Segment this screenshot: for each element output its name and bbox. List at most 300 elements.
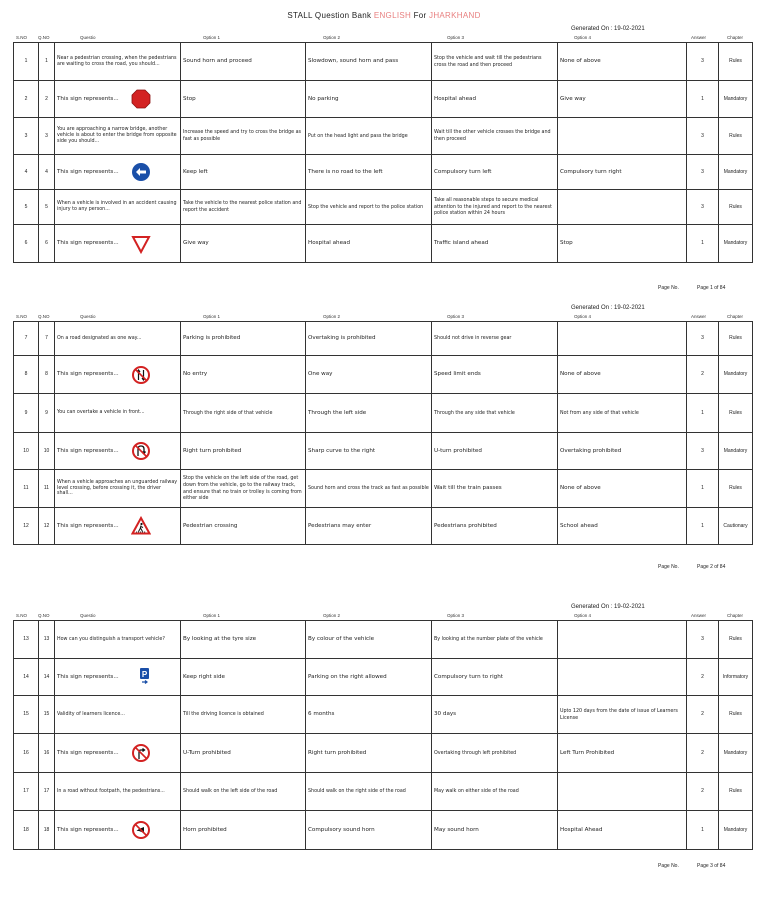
serial-number: 2: [14, 81, 39, 118]
question-wrap: [57, 56, 178, 68]
question-text: You are approaching a narrow bridge, another vehicle is about to enter the bridge from opposite side you should...: [57, 127, 177, 144]
option-1-cell: [181, 811, 306, 850]
option-4-cell: [558, 190, 687, 225]
option-4-cell: [558, 155, 687, 190]
question-number: 16: [39, 734, 55, 773]
option-2-cell: [306, 508, 432, 545]
option-3-cell: [432, 356, 558, 394]
option-4-text: School ahead: [560, 522, 598, 529]
option-1-text: Through the right side of that vehicle: [183, 410, 273, 416]
chapter-value: Mandatory: [719, 81, 753, 118]
question-cell: [55, 621, 181, 659]
svg-text:P: P: [141, 670, 147, 679]
answer-value: 2: [687, 734, 719, 773]
serial-number: 11: [14, 470, 39, 508]
option-2-cell: [306, 621, 432, 659]
option-3-cell: [432, 696, 558, 734]
option-3-text: Compulsory turn left: [434, 168, 492, 175]
option-2-text: By colour of the vehicle: [308, 636, 375, 642]
column-header-answer: Answer: [691, 613, 707, 618]
answer-value: 2: [687, 696, 719, 734]
serial-number: 10: [14, 433, 39, 470]
option-4-text: Hospital Ahead: [560, 826, 603, 833]
option-3-cell: [432, 394, 558, 433]
option-1-cell: [181, 508, 306, 545]
option-2-text: One way: [308, 371, 333, 377]
option-1-text: Stop: [183, 95, 196, 102]
answer-value: 3: [687, 118, 719, 155]
serial-number: 15: [14, 696, 39, 734]
option-2-text: Stop the vehicle and report to the police station: [308, 204, 424, 210]
question-wrap: [57, 336, 178, 342]
option-1-text: Increase the speed and try to cross the bridge as fast as possible: [183, 130, 302, 142]
option-2-cell: [306, 696, 432, 734]
answer-value: 3: [687, 190, 719, 225]
option-2-text: There is no road to the left: [308, 168, 383, 175]
serial-number: 12: [14, 508, 39, 545]
question-number: 7: [39, 322, 55, 356]
option-1-text: Keep right side: [183, 673, 225, 680]
generated-on: Generated On : 19-02-2021: [571, 26, 645, 32]
question-text: This sign represents...: [57, 447, 119, 454]
answer-value: 3: [687, 155, 719, 190]
option-2-cell: [306, 225, 432, 263]
option-3-cell: [432, 811, 558, 850]
option-1-text: Right turn prohibited: [183, 447, 242, 454]
answer-value: 1: [687, 508, 719, 545]
serial-number: 7: [14, 322, 39, 356]
option-4-cell: [558, 118, 687, 155]
question-wrap: [57, 820, 178, 840]
option-1-cell: [181, 696, 306, 734]
column-header-chapter: Chapter: [727, 35, 744, 40]
question-number: 5: [39, 190, 55, 225]
page-number-text: Page 2 of 84: [697, 564, 726, 570]
option-4-text: Stop: [560, 240, 573, 246]
option-4-cell: [558, 43, 687, 81]
question-table: [13, 620, 753, 850]
question-number: 2: [39, 81, 55, 118]
column-header-qno: Q.NO: [38, 35, 50, 40]
option-1-text: Horn prohibited: [183, 826, 227, 833]
question-number: 18: [39, 811, 55, 850]
column-header-chapter: Chapter: [727, 314, 744, 319]
question-text: This sign represents...: [57, 673, 119, 680]
option-2-cell: [306, 155, 432, 190]
option-2-text: Compulsory sound horn: [308, 826, 375, 833]
page-number-label: Page No.: [658, 863, 679, 869]
title-language: ENGLISH: [373, 11, 412, 20]
serial-number: 1: [14, 43, 39, 81]
column-header-opt4: Option 4: [574, 613, 592, 618]
option-2-cell: [306, 433, 432, 470]
option-3-text: Overtaking through left prohibited: [434, 750, 517, 756]
option-4-cell: [558, 81, 687, 118]
question-row: [14, 118, 753, 155]
option-2-text: Slowdown, sound horn and pass: [308, 58, 399, 64]
option-3-cell: [432, 659, 558, 696]
option-3-cell: [432, 118, 558, 155]
chapter-value: Rules: [719, 470, 753, 508]
chapter-value: Rules: [719, 773, 753, 811]
option-2-cell: [306, 118, 432, 155]
answer-value: 3: [687, 433, 719, 470]
option-1-cell: [181, 773, 306, 811]
question-number: 3: [39, 118, 55, 155]
option-1-cell: [181, 734, 306, 773]
option-2-cell: [306, 659, 432, 696]
question-cell: [55, 659, 181, 696]
option-2-text: Right turn prohibited: [308, 749, 367, 756]
option-3-cell: [432, 43, 558, 81]
question-row: [14, 659, 753, 696]
option-2-cell: [306, 394, 432, 433]
option-3-cell: [432, 190, 558, 225]
question-wrap: [57, 365, 178, 385]
option-3-cell: [432, 773, 558, 811]
question-row: [14, 433, 753, 470]
question-text: When a vehicle is involved in an accident causing injury to any person...: [57, 201, 177, 212]
option-1-cell: [181, 433, 306, 470]
option-4-text: None of above: [560, 371, 601, 377]
title-for: For: [413, 11, 427, 20]
option-4-cell: [558, 734, 687, 773]
option-4-cell: [558, 322, 687, 356]
question-table: [13, 42, 753, 263]
column-header-opt2: Option 2: [323, 613, 341, 618]
option-3-cell: [432, 470, 558, 508]
question-table: [13, 321, 753, 545]
option-1-text: Till the driving licence is obtained: [183, 712, 264, 717]
option-4-cell: [558, 811, 687, 850]
answer-value: 1: [687, 225, 719, 263]
give-way-sign-icon: [131, 234, 151, 254]
question-wrap: [57, 410, 178, 416]
column-header-sno: S.NO: [16, 35, 28, 40]
question-cell: [55, 773, 181, 811]
chapter-value: Rules: [719, 394, 753, 433]
option-3-cell: [432, 433, 558, 470]
option-1-cell: [181, 81, 306, 118]
column-header-answer: Answer: [691, 314, 707, 319]
parking-sign-icon: [135, 667, 155, 687]
serial-number: 16: [14, 734, 39, 773]
serial-number: 17: [14, 773, 39, 811]
question-row: [14, 696, 753, 734]
option-2-text: Hospital ahead: [308, 240, 350, 246]
page-1: [0, 0, 768, 300]
no-entry-arrows-sign-icon: [131, 365, 151, 385]
chapter-value: Rules: [719, 43, 753, 81]
option-2-text: Sound horn and cross the track as fast as possible: [308, 486, 429, 491]
option-2-cell: [306, 773, 432, 811]
option-3-cell: [432, 621, 558, 659]
option-1-text: Take the vehicle to the nearest police station and report the accident: [183, 201, 302, 213]
question-cell: [55, 811, 181, 850]
question-text: This sign represents...: [57, 95, 119, 102]
option-2-text: Should walk on the right side of the road: [308, 789, 406, 794]
serial-number: 3: [14, 118, 39, 155]
column-header-qno: Q.NO: [38, 613, 50, 618]
option-3-text: Should not drive in reverse gear: [434, 336, 512, 341]
option-2-text: Parking on the right allowed: [308, 673, 387, 680]
column-header-question: Questio: [80, 613, 96, 618]
option-1-text: U-Turn prohibited: [183, 749, 231, 756]
column-header-qno: Q.NO: [38, 314, 50, 319]
option-1-cell: [181, 621, 306, 659]
question-wrap: [57, 89, 178, 109]
pedestrian-crossing-sign-icon: [131, 516, 151, 536]
answer-value: 1: [687, 811, 719, 850]
serial-number: 4: [14, 155, 39, 190]
option-4-text: Give way: [560, 95, 586, 102]
question-row: [14, 470, 753, 508]
question-cell: [55, 225, 181, 263]
option-1-cell: [181, 356, 306, 394]
option-2-text: No parking: [308, 95, 339, 102]
column-header-opt3: Option 3: [447, 613, 465, 618]
question-text: On a road designated as one way...: [57, 335, 142, 341]
option-4-cell: [558, 696, 687, 734]
option-4-cell: [558, 773, 687, 811]
question-row: [14, 43, 753, 81]
question-cell: [55, 43, 181, 81]
column-header-opt2: Option 2: [323, 35, 341, 40]
option-1-text: Stop the vehicle on the left side of the road, get down from the vehicle, go to the railway track, and ensure that no train or trolley is coming from either side: [183, 475, 302, 502]
question-row: [14, 773, 753, 811]
option-3-text: Stop the vehicle and wait till the pedestrians cross the road and then proceed: [434, 55, 542, 68]
chapter-value: Rules: [719, 190, 753, 225]
chapter-value: Rules: [719, 322, 753, 356]
option-3-text: Compulsory turn to right: [434, 673, 503, 680]
page-number-text: Page 1 of 84: [697, 285, 726, 291]
question-text: When a vehicle approaches an unguarded railway level crossing, before crossing it, the driver shall...: [57, 479, 178, 497]
column-header-opt3: Option 3: [447, 314, 465, 319]
question-number: 12: [39, 508, 55, 545]
option-3-text: By looking at the number plate of the vehicle: [434, 637, 543, 642]
option-4-cell: [558, 470, 687, 508]
answer-value: 1: [687, 81, 719, 118]
page-3: [0, 578, 768, 878]
column-header-question: Questio: [80, 314, 96, 319]
option-2-cell: [306, 43, 432, 81]
answer-value: 2: [687, 659, 719, 696]
option-3-cell: [432, 734, 558, 773]
question-text: This sign represents...: [57, 826, 119, 833]
option-3-cell: [432, 322, 558, 356]
question-row: [14, 322, 753, 356]
answer-value: 3: [687, 322, 719, 356]
question-row: [14, 394, 753, 433]
option-3-text: Wait till the train passes: [434, 485, 502, 491]
question-row: [14, 356, 753, 394]
question-row: [14, 190, 753, 225]
option-1-cell: [181, 190, 306, 225]
question-number: 10: [39, 433, 55, 470]
title-state: JHARKHAND: [429, 11, 481, 20]
answer-value: 1: [687, 394, 719, 433]
chapter-value: Rules: [719, 696, 753, 734]
question-text: Near a pedestrian crossing, when the pedestrians are waiting to cross the road, you should...: [57, 55, 177, 67]
no-right-turn-sign-icon: [131, 743, 151, 763]
question-number: 8: [39, 356, 55, 394]
keep-left-sign-icon: [131, 162, 151, 182]
question-text: This sign represents...: [57, 168, 119, 175]
option-3-cell: [432, 225, 558, 263]
serial-number: 18: [14, 811, 39, 850]
option-3-text: Hospital ahead: [434, 95, 476, 102]
option-3-text: May walk on either side of the road: [434, 789, 519, 794]
question-row: [14, 225, 753, 263]
question-number: 17: [39, 773, 55, 811]
column-header-sno: S.NO: [16, 314, 28, 319]
option-1-text: Sound horn and proceed: [183, 58, 252, 64]
serial-number: 5: [14, 190, 39, 225]
option-1-cell: [181, 155, 306, 190]
option-3-text: Pedestrians prohibited: [434, 522, 497, 529]
option-3-text: Speed limit ends: [434, 371, 481, 377]
generated-on: Generated On : 19-02-2021: [571, 305, 645, 311]
question-cell: [55, 394, 181, 433]
option-1-cell: [181, 225, 306, 263]
question-row: [14, 811, 753, 850]
question-text: This sign represents...: [57, 371, 119, 377]
question-wrap: [57, 789, 178, 795]
column-header-question: Questio: [80, 35, 96, 40]
question-cell: [55, 155, 181, 190]
option-1-text: Give way: [183, 240, 209, 246]
question-cell: [55, 508, 181, 545]
page-2: [0, 279, 768, 579]
option-4-text: None of above: [560, 58, 601, 64]
option-4-cell: [558, 621, 687, 659]
question-cell: [55, 356, 181, 394]
question-number: 13: [39, 621, 55, 659]
option-1-cell: [181, 118, 306, 155]
option-2-cell: [306, 322, 432, 356]
option-4-cell: [558, 225, 687, 263]
option-2-cell: [306, 470, 432, 508]
question-wrap: [57, 667, 178, 687]
option-3-text: Wait till the other vehicle crosses the bridge and then proceed: [434, 130, 551, 142]
option-4-cell: [558, 394, 687, 433]
question-wrap: [57, 162, 178, 182]
option-2-text: Pedestrians may enter: [308, 522, 372, 529]
question-cell: [55, 190, 181, 225]
question-wrap: [57, 743, 178, 763]
option-3-cell: [432, 155, 558, 190]
option-4-cell: [558, 508, 687, 545]
chapter-value: Mandatory: [719, 811, 753, 850]
option-2-text: Sharp curve to the right: [308, 447, 376, 454]
option-3-cell: [432, 508, 558, 545]
question-number: 1: [39, 43, 55, 81]
option-2-cell: [306, 811, 432, 850]
page-number-label: Page No.: [658, 564, 679, 570]
option-2-cell: [306, 356, 432, 394]
option-1-cell: [181, 322, 306, 356]
question-text: How can you distinguish a transport vehicle?: [57, 636, 165, 642]
question-row: [14, 734, 753, 773]
option-4-cell: [558, 356, 687, 394]
column-header-opt1: Option 1: [203, 314, 221, 319]
option-3-text: Through the any side that vehicle: [434, 410, 515, 416]
chapter-value: Mandatory: [719, 356, 753, 394]
no-horn-sign-icon: [131, 820, 151, 840]
chapter-value: Rules: [719, 118, 753, 155]
option-1-text: Pedestrian crossing: [183, 522, 238, 529]
serial-number: 14: [14, 659, 39, 696]
question-text: This sign represents...: [57, 240, 119, 246]
question-text: In a road without footpath, the pedestrians...: [57, 788, 165, 794]
option-3-cell: [432, 81, 558, 118]
answer-value: 1: [687, 470, 719, 508]
serial-number: 8: [14, 356, 39, 394]
column-header-opt4: Option 4: [574, 314, 592, 319]
chapter-value: Cautionary: [719, 508, 753, 545]
question-row: [14, 621, 753, 659]
chapter-value: Mandatory: [719, 225, 753, 263]
question-cell: [55, 322, 181, 356]
question-number: 14: [39, 659, 55, 696]
chapter-value: Mandatory: [719, 433, 753, 470]
option-3-text: U-turn prohibited: [434, 447, 482, 454]
option-2-cell: [306, 734, 432, 773]
question-text: Validity of learners licence...: [57, 711, 125, 717]
question-number: 11: [39, 470, 55, 508]
option-1-text: Parking is prohibited: [183, 335, 241, 341]
question-row: [14, 81, 753, 118]
column-header-opt1: Option 1: [203, 613, 221, 618]
option-4-text: Left Turn Prohibited: [560, 749, 615, 756]
question-row: [14, 508, 753, 545]
question-wrap: [57, 441, 178, 461]
question-wrap: [57, 516, 178, 536]
question-number: 4: [39, 155, 55, 190]
chapter-value: Informatory: [719, 659, 753, 696]
option-3-text: Take all reasonable steps to secure medical attention to the injured and report to the nearest police station within 24 hours: [434, 197, 552, 217]
option-4-text: Overtaking prohibited: [560, 447, 622, 454]
title-prefix: STALL Question Bank: [287, 11, 372, 20]
option-1-text: Keep left: [183, 168, 208, 175]
question-number: 6: [39, 225, 55, 263]
option-2-cell: [306, 81, 432, 118]
option-2-text: Through the left side: [308, 409, 367, 416]
option-1-text: By looking at the tyre size: [183, 636, 257, 642]
answer-value: 2: [687, 356, 719, 394]
page-number-label: Page No.: [658, 285, 679, 291]
chapter-value: Mandatory: [719, 155, 753, 190]
question-wrap: [57, 201, 178, 213]
question-wrap: [57, 637, 178, 643]
stop-sign-icon: [131, 89, 151, 109]
question-text: You can overtake a vehicle in front...: [57, 410, 145, 415]
option-2-text: Overtaking is prohibited: [308, 335, 376, 341]
question-row: [14, 155, 753, 190]
serial-number: 13: [14, 621, 39, 659]
option-4-text: None of above: [560, 485, 601, 491]
question-cell: [55, 696, 181, 734]
option-1-text: No entry: [183, 371, 208, 377]
serial-number: 6: [14, 225, 39, 263]
option-2-text: Put on the head light and pass the bridge: [308, 133, 408, 139]
column-header-opt4: Option 4: [574, 35, 592, 40]
question-cell: [55, 81, 181, 118]
column-header-sno: S.NO: [16, 613, 28, 618]
chapter-value: Mandatory: [719, 734, 753, 773]
option-4-cell: [558, 659, 687, 696]
question-text: This sign represents...: [57, 749, 119, 756]
